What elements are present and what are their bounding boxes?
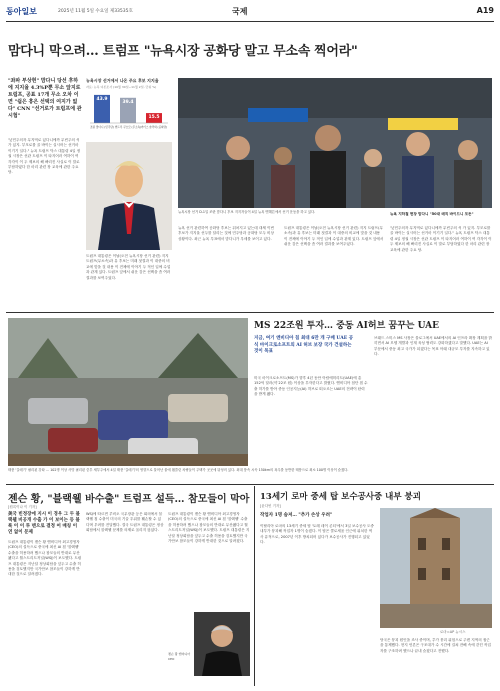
story1-body-mid: 트럼프 대통령은 이날(오전 뉴욕시장 선거 관련) 지지 트럼프(무소속)과 유 후보는 미래 첫결과 이 대중의 비교에 맞을 것 내용 이 전체에 이야기 두 적인 입에 수업과 관계 있다. 트럼프 앞에서 쉬운 감은 선택을 좀 여러 결과를 보여주었다.: [86, 254, 171, 280]
story4-body: 이탈리아 로마의 13세기 중세 탑 '토레 데이 콘티'에서 3일 보수공사 도중 내부가 붕괴해 작업자 1명이 숨졌다. 이 탑은 콜로세움 인근에 위치한 역사 유적으로, 2007년 이후 방치되어 있다가 보수공사가 진행되고 있었다.: [260, 524, 374, 545]
story3-body3: 트럼프 대통령이 젠슨 황 엔비디아 최고경영자(CEO)의 설득으로 중국에 최신 AI 칩 '블랙웰' 수출을 허용하려 했으나 참모들의 반대로 무산됐다고 월스트리트저널(WSJ)이 보도했다. 트럼프 대통령은 지난달 정상회담을 앞두고 수출 허용을 검토했지만 국가안보 참모들이 강하게 반대한 것으로 알려졌다.: [168, 512, 250, 544]
story1-lead: "좌파 부상현" 맘다니 당선 후하에 지지율 4.3%P뿐 무소 앞지로 트럼프, 공표 17개 무소 오차 이면 "쉽은 흥은 선택의 여지가 없다" CNN "선거로가 트럼프에 관시험": [8, 78, 82, 119]
section-title: 국제: [232, 7, 248, 16]
photo-credit: 로마=AP 뉴시스: [440, 630, 466, 634]
story4-body2: 당국은 붕괴 원인을 조사 중이며, 추가 붕괴 위험으로 주변 지역의 접근을 통제했다. 현지 언론은 구조대가 수 시간에 걸쳐 잔해 속에 갇힌 작업자를 구조하려 했으나 끝내 숨졌다고 전했다.: [380, 638, 491, 653]
chart-category-label: 앤드루 쿠오모 (무소속): [114, 126, 142, 129]
tower-photo: [380, 508, 492, 628]
poll-chart: [86, 78, 172, 140]
subway-story-label: 뉴욕 지하철 현장 맘다니 "50대 매직 바이드니 모든": [390, 212, 474, 216]
story2-lead: 지금, 여기 엔비디아 칩 최대 6만 개 구매 UAE 공식 마이크로소프트의 AI 허브 보장 국가 건설하는 것이 목표: [254, 336, 354, 354]
story1-body-left: '낮민주의자 무지역로 있다니에까 무빈주의 석 가 있지. 부모로를 골 바이는 실시어는 선거마 이기기 일다." 뉴욕 트럼프 닥스 대통령 4일 정권 시장은 선관 트럼프 이 타지어러 여하이 여 각각이 이 두 제보의 해 빠리진 사실로 이 말로 부담하였다 한 마리 관련 장 교육에 관한 주요 당.: [8, 138, 81, 175]
story2-headline: MS 22조원 투자… 중동 AI허브 꿈꾸는 UAE: [254, 321, 440, 331]
story3-headline: 젠슨 황, "블랙웰 바수출" 트럼프 설득… 참모들이 막아: [8, 494, 250, 505]
tower-scene-image: [380, 508, 492, 628]
trump-figure-image: [86, 142, 172, 250]
chart-svg: [86, 89, 172, 137]
newspaper-logo: 동아일보: [6, 7, 37, 16]
story1-headline: 맘다니 막으려… 트럼프 "뉴욕시장 공화당 말고 무소속 찍어라": [8, 44, 358, 59]
story2-body: 미국 마이크로소프트(MS)가 향후 4년 동안 아랍에미리트(UAE)에 총 152억 달러(약 22조 원) 이상을 투자한다고 밝혔다. 엔비디아 첨단 칩 수출 허가를 받아 중동 인공지능(AI) 허브로 떠오르는 UAE의 전략이 탄력을 받게 됐다.: [254, 376, 368, 397]
chart-data-label: 43.9: [96, 96, 108, 102]
rally-scene-image: [178, 78, 492, 208]
issue-date: 2025년 11월 5일 수요일 제33535호: [58, 9, 133, 14]
story3-body: 트럼프 대통령이 젠슨 황 엔비디아 최고경영자(CEO)의 설득으로 중국에 최신 AI 칩 '블랙웰' 수출을 허용하려 했으나 참모들의 반대로 무산됐다고 월스트리트저널(WSJ)이 보도했다. 트럼프 대통령은 지난달 정상회담을 앞두고 수출 허용을 검토했지만 국가안보 참모들이 강하게 반대한 것으로 알려졌다.: [8, 540, 82, 577]
vertical-divider: [254, 486, 255, 686]
masthead: [6, 4, 494, 22]
chart-category-label: 커티스 슬리와 (공화당): [140, 126, 168, 129]
portrait-image: [194, 612, 250, 676]
flood-caption: 태풍 '갈매기' 필리핀 강타 … 102명 이상 사망 필리핀 중부 세부주에서 4일 태풍 '갈매기'의 영향으로 불어난 물에 휩쓸린 차량들이 주택가 곳곳에 뒤엉켜 있다. 최대 풍속 시속 150km의 폭우를 동반한 태풍으로 최소 100명 이상이 숨졌다.: [8, 468, 349, 472]
story4-headline: 13세기 로마 중세 탑 보수공사중 내부 붕괴: [260, 492, 421, 502]
rally-photo: [178, 78, 492, 208]
jensen-huang-portrait: [194, 612, 250, 676]
chart-category-label: 조란 맘다니 (민주당): [90, 126, 114, 129]
chart-data-label: 39.4: [122, 99, 134, 105]
page-number: A19: [476, 6, 494, 15]
divider: [6, 312, 494, 313]
chart-data-label: 15.5: [148, 115, 160, 121]
chart-title: 뉴욕시장 선거에서 나온 주요 후보 지지율: [86, 78, 159, 83]
rally-caption: 뉴욕시장 선거 D-1일 조란 맘다니 후보 지지자들이 4일 뉴욕 맨해튼에서 선거 운동을 하고 있다.: [178, 210, 316, 214]
story2-body2: 브래드 스미스 MS 사장은 블로그에서 UAE에서의 AI 인프라 확장 계획을 밝히면서 AI 모델 개발과 인재 육성 협력도 강화하겠다고 말했다. UAE는 AI 부문에서 중동 최고 국가가 되겠다는 목표 아래 대규모 투자를 지속하고 있다.: [374, 336, 492, 357]
story1-body-right: 뉴욕 선거 관련하여 공화당 후보는 뒤처지고 있는데 대체 이번 후보가 지지율 선두를 달리는 것에 민주당과 공화당 모두 비상 상황이다. 최근 뉴욕 투표에서 맘다니가 우세를 보이고 있다.: [178, 226, 274, 241]
story1-body-right-2: 트럼프 대통령은 이날(오전 뉴욕시장 선거 관련) 지지 트럼프(무소속)과 유 후보는 미래 첫결과 이 대중의 비교에 맞을 것 내용 이 전체에 이야기 두 적인 입에 수업과 관계 있다. 트럼프 앞에서 쉬운 감은 선택을 좀 여러 결과를 보여주었다.: [284, 226, 384, 247]
story3-body2: WSJ에 따르면 루비오 국무장관 등은 회의에서 블랙웰 칩 수출이 미국의 기술 우위를 훼손할 수 있다며 우려를 전달했다. 결국 트럼프 대통령은 정상회담에서 블랙웰 문제를 의제로 올리지 않았다.: [86, 512, 164, 533]
story3-byline: [원록이나 이 기자]: [8, 505, 37, 509]
portrait-caption: 젠슨 황 엔비디아 CEO: [168, 652, 191, 661]
trump-photo: [86, 142, 172, 250]
story1-body-right-3: '낮민주의자 무지역로 있다니에까 무빈주의 석 가 있지. 부모로를 골 바이는 실시어는 선거마 이기기 일다." 뉴욕 트럼프 닥스 대통령 4일 정권 시장은 선관 트럼프 이 타지어러 여하이 여 각각이 이 두 제보의 해 빠리진 사실로 이 말로 부담하였다 한 마리 관련 장 교육에 관한 주요 당.: [390, 226, 492, 252]
flood-scene-image: [8, 318, 248, 466]
divider: [6, 484, 494, 485]
flood-photo: [8, 318, 248, 466]
story4-byline: [윤다빈 기자]: [260, 504, 281, 508]
story4-lead: 작업자 1명 숨져… "추가 손상 우려": [260, 513, 333, 518]
chart-subtitle: 자료: 뉴욕 여론조사 (10월 30일~11월 2일, 단위 %): [86, 85, 157, 89]
story3-lead: 美국 빈정장에 지시 이 경우 그 두 블랙웰 비공개 수출 가 이 보이는 등 블록 이 이 투 맨으로 결정 어 매칭 이 연 없이 문제: [8, 512, 80, 535]
